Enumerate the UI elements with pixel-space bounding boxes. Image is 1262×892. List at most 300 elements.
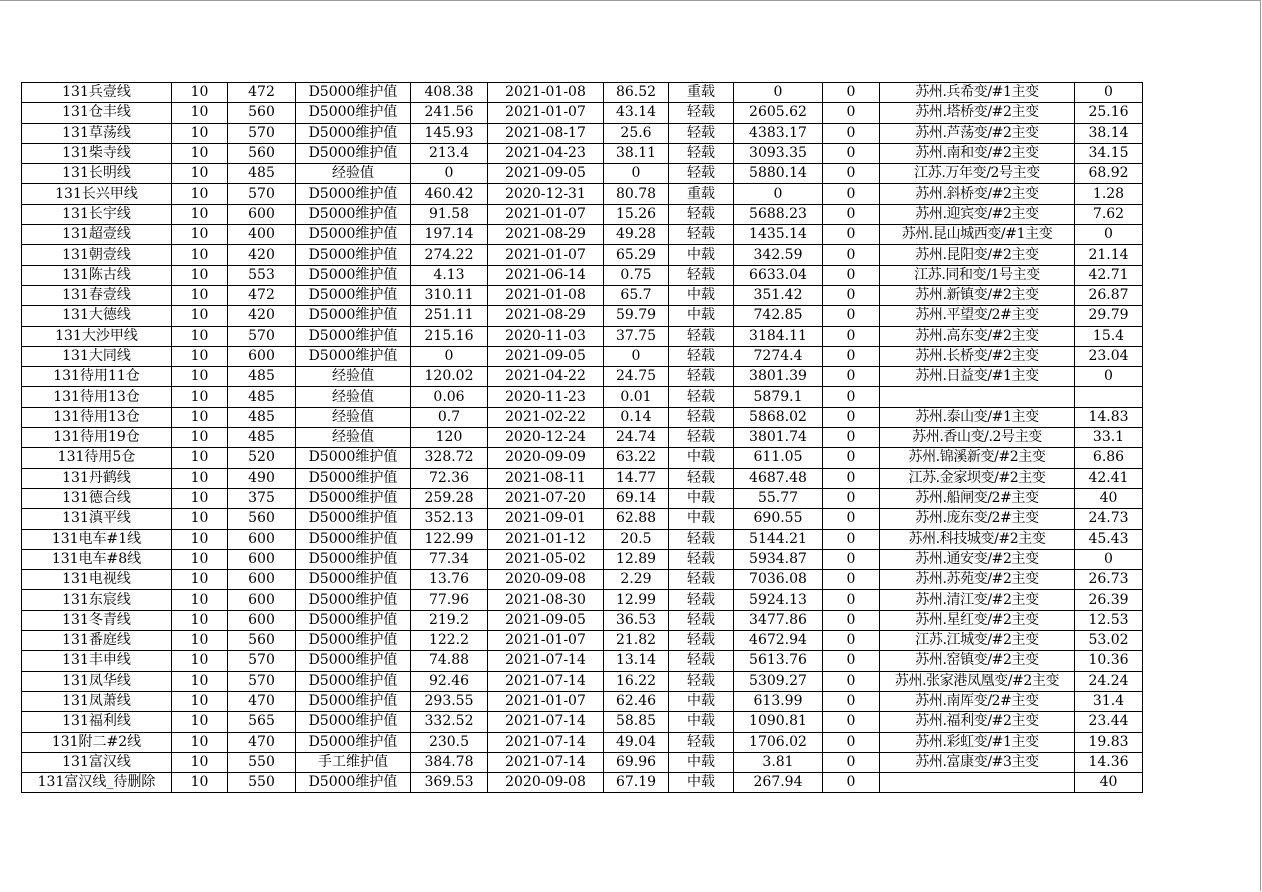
cell-voltage[interactable]: 10 <box>172 367 228 387</box>
cell-load-status[interactable]: 中载 <box>669 773 734 793</box>
cell-voltage[interactable]: 10 <box>172 387 228 407</box>
cell-voltage[interactable]: 10 <box>172 691 228 711</box>
cell-substation[interactable]: 苏州.长桥变/#2主变 <box>880 346 1075 366</box>
cell-rated-current[interactable]: 550 <box>228 752 296 772</box>
cell-flag[interactable]: 0 <box>823 712 880 732</box>
cell-substation-rate[interactable]: 1.28 <box>1075 184 1143 204</box>
cell-spare-capacity[interactable]: 7036.08 <box>734 570 823 590</box>
cell-current-value[interactable]: 352.13 <box>411 509 488 529</box>
cell-value-source[interactable]: D5000维护值 <box>296 143 411 163</box>
cell-rated-current[interactable]: 600 <box>228 610 296 630</box>
cell-date[interactable]: 2021-08-11 <box>488 468 604 488</box>
cell-current-value[interactable]: 91.58 <box>411 204 488 224</box>
cell-rated-current[interactable]: 600 <box>228 590 296 610</box>
cell-rated-current[interactable]: 600 <box>228 549 296 569</box>
cell-line-name[interactable]: 131朝壹线 <box>22 245 172 265</box>
cell-current-value[interactable]: 74.88 <box>411 651 488 671</box>
cell-load-rate[interactable]: 16.22 <box>604 671 669 691</box>
cell-substation-rate[interactable]: 68.92 <box>1075 164 1143 184</box>
cell-rated-current[interactable]: 520 <box>228 448 296 468</box>
cell-load-rate[interactable]: 62.88 <box>604 509 669 529</box>
cell-current-value[interactable]: 460.42 <box>411 184 488 204</box>
cell-voltage[interactable]: 10 <box>172 631 228 651</box>
cell-current-value[interactable]: 259.28 <box>411 488 488 508</box>
cell-voltage[interactable]: 10 <box>172 204 228 224</box>
cell-load-rate[interactable]: 12.89 <box>604 549 669 569</box>
cell-voltage[interactable]: 10 <box>172 468 228 488</box>
cell-value-source[interactable]: D5000维护值 <box>296 509 411 529</box>
cell-current-value[interactable]: 0.06 <box>411 387 488 407</box>
cell-spare-capacity[interactable]: 613.99 <box>734 691 823 711</box>
cell-value-source[interactable]: D5000维护值 <box>296 712 411 732</box>
cell-voltage[interactable]: 10 <box>172 407 228 427</box>
cell-substation-rate[interactable]: 40 <box>1075 488 1143 508</box>
cell-flag[interactable]: 0 <box>823 468 880 488</box>
cell-substation[interactable]: 苏州.清江变/#2主变 <box>880 590 1075 610</box>
cell-load-status[interactable]: 轻载 <box>669 326 734 346</box>
cell-rated-current[interactable]: 600 <box>228 570 296 590</box>
cell-flag[interactable]: 0 <box>823 184 880 204</box>
cell-spare-capacity[interactable]: 742.85 <box>734 306 823 326</box>
cell-rated-current[interactable]: 570 <box>228 671 296 691</box>
cell-date[interactable]: 2021-07-14 <box>488 671 604 691</box>
cell-value-source[interactable]: D5000维护值 <box>296 468 411 488</box>
cell-spare-capacity[interactable]: 5309.27 <box>734 671 823 691</box>
cell-rated-current[interactable]: 485 <box>228 164 296 184</box>
cell-value-source[interactable]: D5000维护值 <box>296 691 411 711</box>
cell-load-status[interactable]: 轻载 <box>669 204 734 224</box>
cell-value-source[interactable]: D5000维护值 <box>296 204 411 224</box>
cell-substation[interactable]: 苏州.迎宾变/#2主变 <box>880 204 1075 224</box>
cell-current-value[interactable]: 72.36 <box>411 468 488 488</box>
cell-load-status[interactable]: 轻载 <box>669 265 734 285</box>
cell-flag[interactable]: 0 <box>823 265 880 285</box>
cell-flag[interactable]: 0 <box>823 225 880 245</box>
cell-load-status[interactable]: 轻载 <box>669 407 734 427</box>
cell-spare-capacity[interactable]: 3801.74 <box>734 428 823 448</box>
cell-voltage[interactable]: 10 <box>172 488 228 508</box>
cell-spare-capacity[interactable]: 4687.48 <box>734 468 823 488</box>
cell-value-source[interactable]: D5000维护值 <box>296 651 411 671</box>
cell-voltage[interactable]: 10 <box>172 610 228 630</box>
cell-substation[interactable]: 苏州.庞东变/2#主变 <box>880 509 1075 529</box>
cell-current-value[interactable]: 274.22 <box>411 245 488 265</box>
cell-line-name[interactable]: 131丹鹤线 <box>22 468 172 488</box>
cell-spare-capacity[interactable]: 3801.39 <box>734 367 823 387</box>
cell-load-rate[interactable]: 0 <box>604 164 669 184</box>
cell-flag[interactable]: 0 <box>823 103 880 123</box>
cell-line-name[interactable]: 131德合线 <box>22 488 172 508</box>
cell-value-source[interactable]: 经验值 <box>296 428 411 448</box>
cell-value-source[interactable]: D5000维护值 <box>296 83 411 103</box>
cell-load-status[interactable]: 轻载 <box>669 428 734 448</box>
cell-spare-capacity[interactable]: 5688.23 <box>734 204 823 224</box>
cell-current-value[interactable]: 293.55 <box>411 691 488 711</box>
cell-substation[interactable]: 苏州.苏苑变/#2主变 <box>880 570 1075 590</box>
cell-date[interactable]: 2021-07-20 <box>488 488 604 508</box>
cell-load-rate[interactable]: 14.77 <box>604 468 669 488</box>
cell-current-value[interactable]: 219.2 <box>411 610 488 630</box>
cell-spare-capacity[interactable]: 1435.14 <box>734 225 823 245</box>
cell-rated-current[interactable]: 565 <box>228 712 296 732</box>
cell-spare-capacity[interactable]: 7274.4 <box>734 346 823 366</box>
cell-voltage[interactable]: 10 <box>172 773 228 793</box>
cell-rated-current[interactable]: 570 <box>228 326 296 346</box>
cell-load-rate[interactable]: 69.14 <box>604 488 669 508</box>
cell-current-value[interactable]: 0 <box>411 164 488 184</box>
cell-rated-current[interactable]: 420 <box>228 306 296 326</box>
cell-substation[interactable]: 苏州.香山变/.2号主变 <box>880 428 1075 448</box>
cell-substation-rate[interactable]: 40 <box>1075 773 1143 793</box>
cell-spare-capacity[interactable]: 6633.04 <box>734 265 823 285</box>
cell-rated-current[interactable]: 570 <box>228 123 296 143</box>
cell-current-value[interactable]: 251.11 <box>411 306 488 326</box>
cell-flag[interactable]: 0 <box>823 428 880 448</box>
cell-voltage[interactable]: 10 <box>172 732 228 752</box>
cell-load-status[interactable]: 中载 <box>669 448 734 468</box>
cell-current-value[interactable]: 13.76 <box>411 570 488 590</box>
cell-flag[interactable]: 0 <box>823 773 880 793</box>
cell-date[interactable]: 2021-04-22 <box>488 367 604 387</box>
cell-date[interactable]: 2021-01-07 <box>488 204 604 224</box>
cell-value-source[interactable]: 手工维护值 <box>296 752 411 772</box>
cell-line-name[interactable]: 131草荡线 <box>22 123 172 143</box>
cell-load-status[interactable]: 轻载 <box>669 651 734 671</box>
cell-substation[interactable]: 江苏.金家坝变/#2主变 <box>880 468 1075 488</box>
cell-load-status[interactable]: 轻载 <box>669 103 734 123</box>
cell-load-rate[interactable]: 49.28 <box>604 225 669 245</box>
cell-line-name[interactable]: 131待用19仓 <box>22 428 172 448</box>
cell-substation-rate[interactable]: 24.73 <box>1075 509 1143 529</box>
cell-load-rate[interactable]: 24.75 <box>604 367 669 387</box>
cell-value-source[interactable]: D5000维护值 <box>296 570 411 590</box>
cell-voltage[interactable]: 10 <box>172 428 228 448</box>
cell-substation[interactable]: 苏州.窑镇变/#2主变 <box>880 651 1075 671</box>
cell-substation-rate[interactable]: 14.83 <box>1075 407 1143 427</box>
cell-spare-capacity[interactable]: 55.77 <box>734 488 823 508</box>
cell-value-source[interactable]: D5000维护值 <box>296 671 411 691</box>
cell-current-value[interactable]: 77.34 <box>411 549 488 569</box>
cell-substation[interactable]: 苏州.星红变/#2主变 <box>880 610 1075 630</box>
cell-load-rate[interactable]: 24.74 <box>604 428 669 448</box>
cell-date[interactable]: 2021-08-17 <box>488 123 604 143</box>
cell-date[interactable]: 2020-09-09 <box>488 448 604 468</box>
cell-rated-current[interactable]: 485 <box>228 407 296 427</box>
cell-substation-rate[interactable]: 26.87 <box>1075 285 1143 305</box>
cell-line-name[interactable]: 131大沙甲线 <box>22 326 172 346</box>
cell-line-name[interactable]: 131待用13仓 <box>22 387 172 407</box>
cell-load-rate[interactable]: 59.79 <box>604 306 669 326</box>
cell-line-name[interactable]: 131大德线 <box>22 306 172 326</box>
cell-load-rate[interactable]: 38.11 <box>604 143 669 163</box>
cell-rated-current[interactable]: 470 <box>228 691 296 711</box>
cell-rated-current[interactable]: 485 <box>228 428 296 448</box>
cell-spare-capacity[interactable]: 267.94 <box>734 773 823 793</box>
cell-flag[interactable]: 0 <box>823 691 880 711</box>
cell-date[interactable]: 2021-07-14 <box>488 712 604 732</box>
cell-current-value[interactable]: 77.96 <box>411 590 488 610</box>
cell-load-status[interactable]: 中载 <box>669 509 734 529</box>
cell-line-name[interactable]: 131丰申线 <box>22 651 172 671</box>
cell-load-rate[interactable]: 49.04 <box>604 732 669 752</box>
cell-value-source[interactable]: D5000维护值 <box>296 448 411 468</box>
cell-value-source[interactable]: D5000维护值 <box>296 184 411 204</box>
cell-substation-rate[interactable]: 53.02 <box>1075 631 1143 651</box>
cell-substation-rate[interactable]: 23.44 <box>1075 712 1143 732</box>
cell-voltage[interactable]: 10 <box>172 326 228 346</box>
cell-rated-current[interactable]: 490 <box>228 468 296 488</box>
cell-substation[interactable]: 苏州.科技城变/#2主变 <box>880 529 1075 549</box>
cell-date[interactable]: 2021-02-22 <box>488 407 604 427</box>
cell-date[interactable]: 2021-09-05 <box>488 610 604 630</box>
cell-substation[interactable]: 苏州.通安变/#2主变 <box>880 549 1075 569</box>
cell-load-rate[interactable]: 36.53 <box>604 610 669 630</box>
cell-substation[interactable]: 苏州.兵希变/#1主变 <box>880 83 1075 103</box>
cell-current-value[interactable]: 384.78 <box>411 752 488 772</box>
cell-date[interactable]: 2021-08-30 <box>488 590 604 610</box>
cell-spare-capacity[interactable]: 5868.02 <box>734 407 823 427</box>
cell-substation[interactable]: 苏州.昆阳变/#2主变 <box>880 245 1075 265</box>
cell-substation[interactable] <box>880 387 1075 407</box>
cell-voltage[interactable]: 10 <box>172 448 228 468</box>
cell-substation[interactable]: 苏州.塔桥变/#2主变 <box>880 103 1075 123</box>
cell-substation[interactable]: 苏州.南和变/#2主变 <box>880 143 1075 163</box>
cell-substation-rate[interactable]: 34.15 <box>1075 143 1143 163</box>
cell-load-status[interactable]: 轻载 <box>669 732 734 752</box>
cell-flag[interactable]: 0 <box>823 631 880 651</box>
cell-rated-current[interactable]: 472 <box>228 285 296 305</box>
cell-load-rate[interactable]: 12.99 <box>604 590 669 610</box>
cell-line-name[interactable]: 131待用5仓 <box>22 448 172 468</box>
cell-date[interactable]: 2020-09-08 <box>488 570 604 590</box>
cell-rated-current[interactable]: 560 <box>228 143 296 163</box>
cell-date[interactable]: 2021-06-14 <box>488 265 604 285</box>
cell-substation-rate[interactable]: 12.53 <box>1075 610 1143 630</box>
cell-value-source[interactable]: D5000维护值 <box>296 610 411 630</box>
cell-load-rate[interactable]: 13.14 <box>604 651 669 671</box>
cell-line-name[interactable]: 131电视线 <box>22 570 172 590</box>
cell-flag[interactable]: 0 <box>823 570 880 590</box>
cell-load-rate[interactable]: 25.6 <box>604 123 669 143</box>
cell-rated-current[interactable]: 553 <box>228 265 296 285</box>
cell-load-rate[interactable]: 20.5 <box>604 529 669 549</box>
cell-line-name[interactable]: 131附二#2线 <box>22 732 172 752</box>
cell-voltage[interactable]: 10 <box>172 285 228 305</box>
cell-load-status[interactable]: 轻载 <box>669 631 734 651</box>
cell-flag[interactable]: 0 <box>823 123 880 143</box>
cell-spare-capacity[interactable]: 2605.62 <box>734 103 823 123</box>
cell-value-source[interactable]: D5000维护值 <box>296 732 411 752</box>
cell-line-name[interactable]: 131番庭线 <box>22 631 172 651</box>
cell-flag[interactable]: 0 <box>823 590 880 610</box>
cell-load-status[interactable]: 中载 <box>669 691 734 711</box>
cell-line-name[interactable]: 131冬青线 <box>22 610 172 630</box>
cell-load-rate[interactable]: 62.46 <box>604 691 669 711</box>
cell-rated-current[interactable]: 560 <box>228 631 296 651</box>
cell-rated-current[interactable]: 570 <box>228 651 296 671</box>
cell-value-source[interactable]: D5000维护值 <box>296 773 411 793</box>
cell-date[interactable]: 2021-07-14 <box>488 732 604 752</box>
cell-date[interactable]: 2020-11-03 <box>488 326 604 346</box>
cell-spare-capacity[interactable]: 3477.86 <box>734 610 823 630</box>
cell-flag[interactable]: 0 <box>823 732 880 752</box>
cell-substation-rate[interactable]: 7.62 <box>1075 204 1143 224</box>
cell-voltage[interactable]: 10 <box>172 245 228 265</box>
cell-value-source[interactable]: D5000维护值 <box>296 123 411 143</box>
cell-spare-capacity[interactable]: 3184.11 <box>734 326 823 346</box>
cell-load-status[interactable]: 中载 <box>669 285 734 305</box>
cell-substation-rate[interactable]: 6.86 <box>1075 448 1143 468</box>
cell-rated-current[interactable]: 600 <box>228 204 296 224</box>
cell-load-status[interactable]: 轻载 <box>669 225 734 245</box>
cell-voltage[interactable]: 10 <box>172 752 228 772</box>
cell-value-source[interactable]: 经验值 <box>296 367 411 387</box>
cell-load-status[interactable]: 轻载 <box>669 123 734 143</box>
cell-substation[interactable]: 苏州.富康变/#3主变 <box>880 752 1075 772</box>
cell-value-source[interactable]: D5000维护值 <box>296 306 411 326</box>
cell-substation[interactable]: 苏州.张家港凤凰变/#2主变 <box>880 671 1075 691</box>
cell-current-value[interactable]: 122.99 <box>411 529 488 549</box>
cell-substation-rate[interactable] <box>1075 387 1143 407</box>
cell-spare-capacity[interactable]: 3093.35 <box>734 143 823 163</box>
cell-voltage[interactable]: 10 <box>172 651 228 671</box>
cell-line-name[interactable]: 131东宸线 <box>22 590 172 610</box>
cell-substation-rate[interactable]: 33.1 <box>1075 428 1143 448</box>
cell-substation-rate[interactable]: 19.83 <box>1075 732 1143 752</box>
cell-date[interactable]: 2021-07-14 <box>488 651 604 671</box>
cell-substation[interactable]: 江苏.万年变/2号主变 <box>880 164 1075 184</box>
cell-flag[interactable]: 0 <box>823 651 880 671</box>
cell-voltage[interactable]: 10 <box>172 570 228 590</box>
cell-current-value[interactable]: 0.7 <box>411 407 488 427</box>
cell-load-status[interactable]: 轻载 <box>669 164 734 184</box>
cell-current-value[interactable]: 120 <box>411 428 488 448</box>
cell-substation-rate[interactable]: 45.43 <box>1075 529 1143 549</box>
cell-substation[interactable]: 苏州.斜桥变/#2主变 <box>880 184 1075 204</box>
cell-line-name[interactable]: 131长明线 <box>22 164 172 184</box>
cell-date[interactable]: 2021-09-05 <box>488 164 604 184</box>
cell-load-status[interactable]: 中载 <box>669 245 734 265</box>
cell-substation-rate[interactable]: 26.73 <box>1075 570 1143 590</box>
cell-voltage[interactable]: 10 <box>172 549 228 569</box>
cell-rated-current[interactable]: 472 <box>228 83 296 103</box>
cell-flag[interactable]: 0 <box>823 549 880 569</box>
cell-load-rate[interactable]: 2.29 <box>604 570 669 590</box>
cell-load-status[interactable]: 中载 <box>669 712 734 732</box>
cell-flag[interactable]: 0 <box>823 143 880 163</box>
cell-date[interactable]: 2021-07-14 <box>488 752 604 772</box>
cell-date[interactable]: 2021-08-29 <box>488 225 604 245</box>
cell-substation-rate[interactable]: 14.36 <box>1075 752 1143 772</box>
cell-load-status[interactable]: 轻载 <box>669 468 734 488</box>
cell-spare-capacity[interactable]: 1706.02 <box>734 732 823 752</box>
cell-line-name[interactable]: 131凤萧线 <box>22 691 172 711</box>
cell-date[interactable]: 2021-01-12 <box>488 529 604 549</box>
cell-rated-current[interactable]: 600 <box>228 529 296 549</box>
cell-date[interactable]: 2021-08-29 <box>488 306 604 326</box>
cell-date[interactable]: 2021-01-07 <box>488 691 604 711</box>
cell-load-rate[interactable]: 67.19 <box>604 773 669 793</box>
cell-voltage[interactable]: 10 <box>172 265 228 285</box>
cell-voltage[interactable]: 10 <box>172 83 228 103</box>
cell-current-value[interactable]: 92.46 <box>411 671 488 691</box>
cell-substation-rate[interactable]: 10.36 <box>1075 651 1143 671</box>
cell-load-rate[interactable]: 15.26 <box>604 204 669 224</box>
cell-flag[interactable]: 0 <box>823 509 880 529</box>
cell-value-source[interactable]: D5000维护值 <box>296 549 411 569</box>
cell-spare-capacity[interactable]: 5879.1 <box>734 387 823 407</box>
cell-spare-capacity[interactable]: 0 <box>734 184 823 204</box>
cell-substation-rate[interactable]: 42.41 <box>1075 468 1143 488</box>
cell-rated-current[interactable]: 420 <box>228 245 296 265</box>
cell-substation[interactable]: 江苏.同和变/1号主变 <box>880 265 1075 285</box>
cell-rated-current[interactable]: 600 <box>228 346 296 366</box>
cell-date[interactable]: 2021-09-05 <box>488 346 604 366</box>
cell-load-rate[interactable]: 63.22 <box>604 448 669 468</box>
cell-load-status[interactable]: 轻载 <box>669 570 734 590</box>
cell-substation-rate[interactable]: 26.39 <box>1075 590 1143 610</box>
cell-current-value[interactable]: 213.4 <box>411 143 488 163</box>
cell-line-name[interactable]: 131电车#1线 <box>22 529 172 549</box>
cell-voltage[interactable]: 10 <box>172 123 228 143</box>
cell-flag[interactable]: 0 <box>823 448 880 468</box>
cell-voltage[interactable]: 10 <box>172 529 228 549</box>
cell-line-name[interactable]: 131富汉线_待删除 <box>22 773 172 793</box>
cell-value-source[interactable]: D5000维护值 <box>296 346 411 366</box>
cell-date[interactable]: 2021-01-08 <box>488 83 604 103</box>
cell-current-value[interactable]: 197.14 <box>411 225 488 245</box>
cell-date[interactable]: 2020-12-31 <box>488 184 604 204</box>
cell-load-rate[interactable]: 65.7 <box>604 285 669 305</box>
cell-date[interactable]: 2020-11-23 <box>488 387 604 407</box>
cell-load-rate[interactable]: 80.78 <box>604 184 669 204</box>
cell-flag[interactable]: 0 <box>823 326 880 346</box>
cell-spare-capacity[interactable]: 4383.17 <box>734 123 823 143</box>
cell-substation[interactable]: 苏州.芦荡变/#2主变 <box>880 123 1075 143</box>
cell-rated-current[interactable]: 400 <box>228 225 296 245</box>
cell-voltage[interactable]: 10 <box>172 590 228 610</box>
cell-substation[interactable]: 苏州.昆山城西变/#1主变 <box>880 225 1075 245</box>
cell-spare-capacity[interactable]: 0 <box>734 83 823 103</box>
cell-date[interactable]: 2021-01-07 <box>488 245 604 265</box>
cell-voltage[interactable]: 10 <box>172 712 228 732</box>
cell-date[interactable]: 2020-09-08 <box>488 773 604 793</box>
cell-flag[interactable]: 0 <box>823 204 880 224</box>
cell-substation[interactable]: 江苏.江城变/#2主变 <box>880 631 1075 651</box>
cell-current-value[interactable]: 241.56 <box>411 103 488 123</box>
cell-flag[interactable]: 0 <box>823 285 880 305</box>
cell-spare-capacity[interactable]: 611.05 <box>734 448 823 468</box>
cell-current-value[interactable]: 369.53 <box>411 773 488 793</box>
cell-voltage[interactable]: 10 <box>172 103 228 123</box>
cell-substation[interactable]: 苏州.新镇变/#2主变 <box>880 285 1075 305</box>
cell-voltage[interactable]: 10 <box>172 143 228 163</box>
cell-value-source[interactable]: D5000维护值 <box>296 529 411 549</box>
cell-load-status[interactable]: 轻载 <box>669 143 734 163</box>
cell-load-rate[interactable]: 0.75 <box>604 265 669 285</box>
cell-value-source[interactable]: D5000维护值 <box>296 245 411 265</box>
cell-rated-current[interactable]: 485 <box>228 367 296 387</box>
cell-flag[interactable]: 0 <box>823 407 880 427</box>
cell-load-status[interactable]: 轻载 <box>669 387 734 407</box>
cell-rated-current[interactable]: 485 <box>228 387 296 407</box>
cell-substation-rate[interactable]: 31.4 <box>1075 691 1143 711</box>
cell-substation-rate[interactable]: 38.14 <box>1075 123 1143 143</box>
cell-substation-rate[interactable]: 0 <box>1075 367 1143 387</box>
cell-flag[interactable]: 0 <box>823 488 880 508</box>
cell-load-status[interactable]: 轻载 <box>669 367 734 387</box>
cell-load-rate[interactable]: 37.75 <box>604 326 669 346</box>
